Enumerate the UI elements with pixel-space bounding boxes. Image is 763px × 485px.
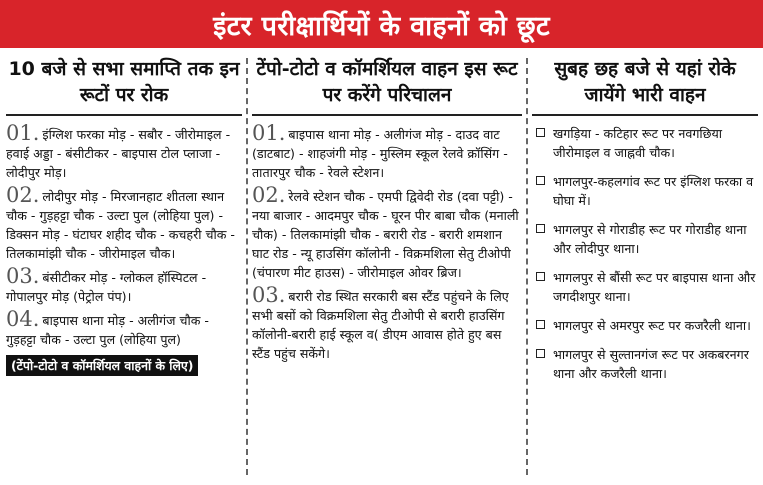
column-heading: टेंपो-टोटो व कॉमर्शियल वाहन इस रूट पर करेंगे परिचालन: [252, 56, 522, 116]
checkbox-bullet-icon: [536, 272, 545, 281]
checkbox-bullet-icon: [536, 349, 545, 358]
stop-item: [532, 220, 758, 258]
item-text: इंग्लिश फरका मोड़ - सबौर - जीरोमाइल - हवाई अड्डा - बंसीटीकर - बाइपास टोल प्लाजा - लोदीपुर मोड़।: [6, 127, 231, 180]
stop-item: [532, 345, 758, 383]
column-heading: सुबह छह बजे से यहां रोके जायेंगे भारी वाहन: [532, 56, 758, 116]
checkbox-bullet-icon: [536, 176, 545, 185]
item-text: रेलवे स्टेशन चौक - एमपी द्विवेदी रोड (दवा पट्टी) - नया बाजार - आदमपुर चौक - घूरन पीर बाबा चौक (मनाली चौक) - तिलकामांझी चौक - बरारी रोड - बरारी शमशान घाट रोड - न्यू हाउसिंग कॉलोनी - विक्रमशिला सेतु टीओपी (चंपारण मीट हाउस) - जीरोमाइल ओवर ब्रिज।: [252, 189, 519, 280]
item-number: 03.: [252, 283, 286, 307]
item-text: बाइपास थाना मोड़ - अलीगंज मोड़ - दाउद वाट (डाटबाट) - शाहजंगी मोड़ - मुस्लिम स्कूल रेलवे क्रॉसिंग - तातारपुर चौक - रेवले स्टेशन।: [252, 127, 508, 180]
stop-item: [532, 124, 758, 162]
stop-item: [532, 172, 758, 210]
item-number: 01.: [6, 121, 40, 145]
checkbox-bullet-icon: [536, 320, 545, 329]
checkbox-bullet-icon: [536, 224, 545, 233]
banner-title: इंटर परीक्षार्थियों के वाहनों को छूट: [0, 0, 763, 48]
route-item: [6, 307, 242, 349]
item-text: लोदीपुर मोड़ - मिरजानहाट शीतला स्थान चौक - गुड़हट्टा चौक - उल्टा पुल (लोहिया पुल) - डिक्सन मोड़ - घंटाघर शहीद चौक - कचहरी चौक - तिलकामांझी चौक - जीरोमाइल चौक।: [6, 189, 235, 261]
item-text: खगड़िया - कटिहार रूट पर नवगछिया जीरोमाइल व जाह्नवी चौक।: [553, 126, 723, 160]
route-item: [6, 121, 242, 182]
item-text: भागलपुर से बौंसी रूट पर बाइपास थाना और जगदीशपुर थाना।: [553, 270, 756, 304]
column-operating-routes: [252, 56, 522, 477]
stop-item: [532, 316, 758, 335]
item-text: बाइपास थाना मोड़ - अलीगंज चौक - गुड़हट्टा चौक - उल्टा पुल (लोहिया पुल): [6, 313, 209, 347]
item-text: बरारी रोड स्थित सरकारी बस स्टैंड पहुंचने के लिए सभी बसों को विक्रमशिला सेतु टीओपी से बरारी हाउसिंग कॉलोनी-बरारी हाई स्कूल व( डीएम आवास होते हुए बस स्टैंड पहुंच सकेंगे।: [252, 289, 509, 361]
column-divider: [246, 58, 248, 475]
route-item: [252, 121, 522, 182]
item-number: 04.: [6, 307, 40, 331]
item-text: भागलपुर-कहलगांव रूट पर इंग्लिश फरका व घोघा में।: [553, 174, 754, 208]
route-list: [6, 121, 242, 349]
route-item: [252, 283, 522, 363]
checkbox-bullet-icon: [536, 128, 545, 137]
column-restricted-routes: [6, 56, 242, 477]
route-item: [6, 264, 242, 306]
vehicle-note: (टेंपो-टोटो व कॉमर्शियल वाहनों के लिए): [6, 355, 198, 376]
item-number: 02.: [6, 183, 40, 207]
item-text: भागलपुर से सुल्तानगंज रूट पर अकबरनगर थाना और कजरैली थाना।: [553, 347, 749, 381]
stop-item: [532, 268, 758, 306]
column-divider: [526, 58, 528, 475]
column-heading: 10 बजे से सभा समाप्ति तक इन रूटों पर रोक: [6, 56, 242, 116]
route-item: [6, 183, 242, 263]
item-number: 01.: [252, 121, 286, 145]
item-number: 02.: [252, 183, 286, 207]
item-number: 03.: [6, 264, 40, 288]
route-list: [252, 121, 522, 363]
route-item: [252, 183, 522, 282]
stop-list: [532, 124, 758, 383]
column-heavy-vehicle-stops: [532, 56, 758, 477]
item-text: बंसीटीकर मोड़ - ग्लोकल हॉस्पिटल - गोपालपुर मोड़ (पेट्रोल पंप)।: [6, 270, 207, 304]
item-text: भागलपुर से अमरपुर रूट पर कजरैली थाना।: [553, 318, 751, 333]
item-text: भागलपुर से गोराडीह रूट पर गोराडीह थाना और लोदीपुर थाना।: [553, 222, 747, 256]
